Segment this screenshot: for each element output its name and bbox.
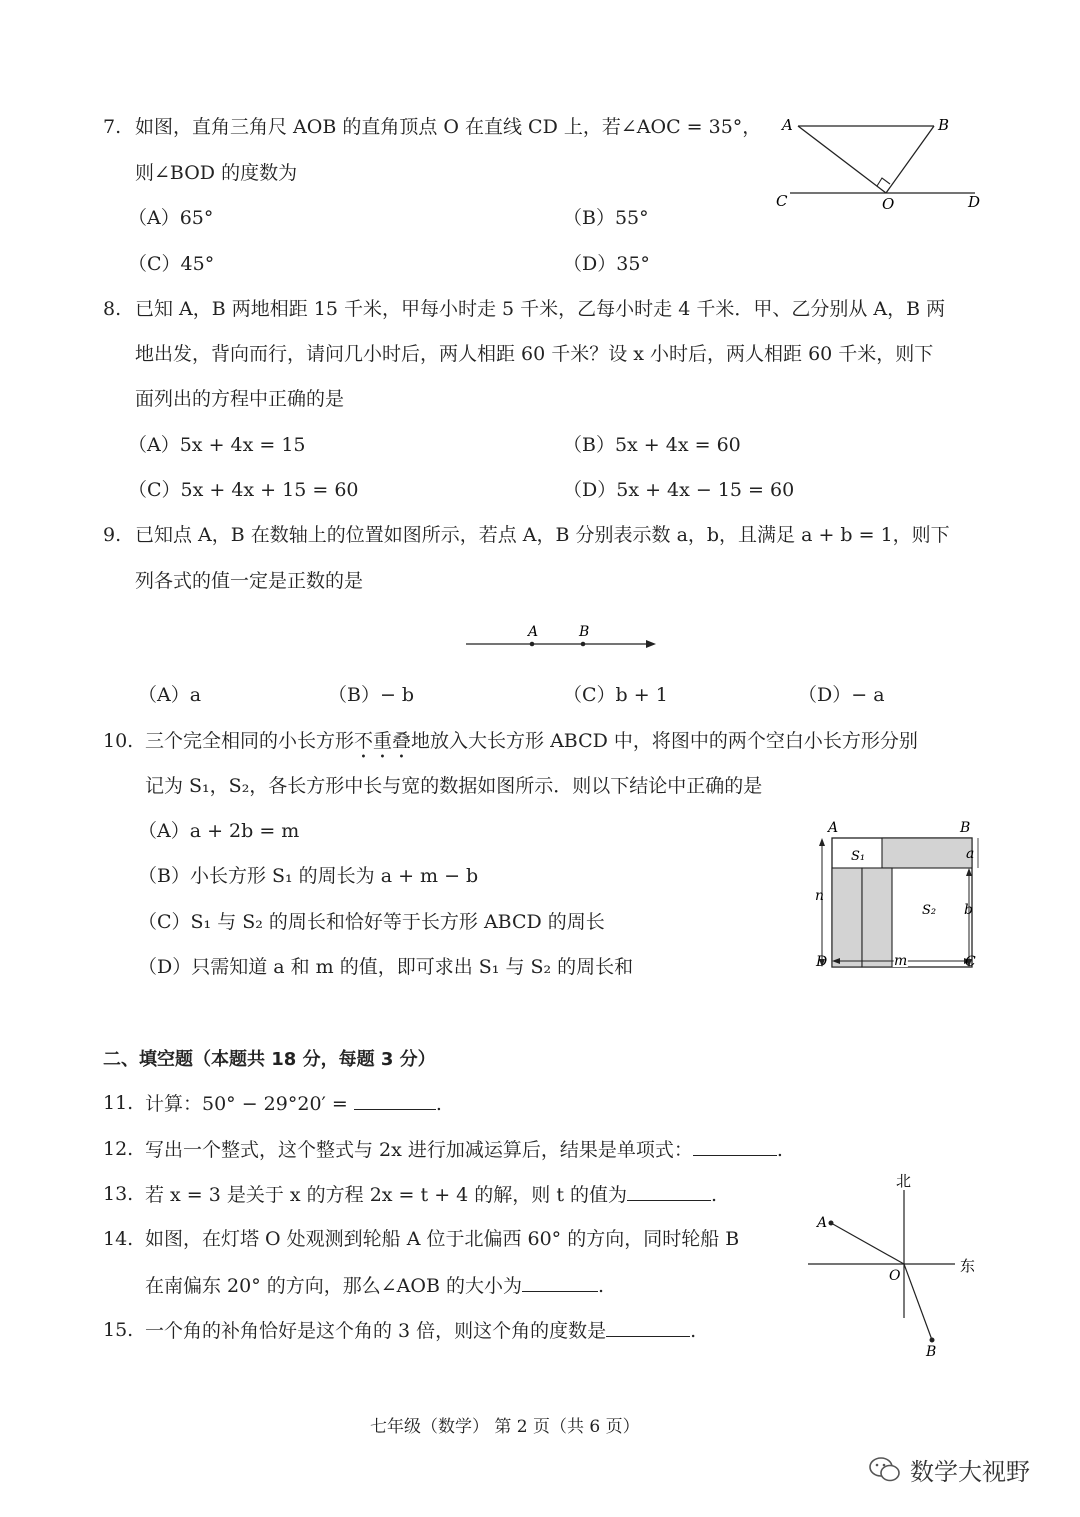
q7-number: 7.	[103, 116, 122, 138]
q9-option-c: （C）b + 1	[563, 684, 668, 706]
q14-line1: 如图，在灯塔 O 处观测到轮船 A 位于北偏西 60° 的方向，同时轮船 B	[145, 1228, 740, 1250]
q9-number-line	[460, 620, 670, 660]
q7-label-a: A	[782, 116, 793, 134]
q14-line2: 在南偏东 20° 的方向，那么∠AOB 的大小为	[145, 1275, 522, 1297]
q7-label-o: O	[882, 195, 895, 213]
q12-text: 写出一个整式，这个整式与 2x 进行加减运算后，结果是单项式：	[145, 1139, 693, 1161]
q10-line2: 记为 S₁，S₂，各长方形中长与宽的数据如图所示．则以下结论中正确的是	[145, 775, 763, 797]
q14-label-north: 北	[896, 1172, 912, 1190]
q15-answer-blank[interactable]	[606, 1318, 690, 1337]
watermark	[868, 1452, 1030, 1487]
q12-row	[145, 1137, 783, 1162]
q7-label-c: C	[776, 192, 788, 210]
q13-end: .	[711, 1184, 718, 1206]
q10-emphasis: 不重叠	[354, 730, 412, 752]
page-footer: 七年级（数学） 第 2 页（共 6 页）	[370, 1417, 640, 1437]
q13-answer-blank[interactable]	[627, 1182, 711, 1201]
q14-label-b: B	[926, 1344, 937, 1360]
q11-answer-blank[interactable]	[354, 1091, 436, 1110]
q9-line1: 已知点 A，B 在数轴上的位置如图所示，若点 A，B 分别表示数 a，b，且满足 a + b = 1，则下	[135, 524, 950, 546]
q8-option-c: （C）5x + 4x + 15 = 60	[128, 479, 359, 501]
q10-option-a: （A）a + 2b = m	[138, 820, 300, 842]
q7-option-b: （B）55°	[563, 207, 649, 229]
q13-text: 若 x = 3 是关于 x 的方程 2x = t + 4 的解，则 t 的值为	[145, 1184, 627, 1206]
q9-option-b: （B）− b	[328, 684, 415, 706]
q14-compass-figure	[800, 1168, 990, 1360]
q9-option-d: （D）− a	[798, 684, 885, 706]
q11-end: .	[435, 1093, 442, 1115]
q10-rectangle-figure	[808, 816, 984, 976]
q14-row2	[145, 1273, 604, 1298]
q10-label-a-dim: a	[966, 846, 975, 862]
q14-label-a: A	[817, 1215, 828, 1231]
q9-option-a: （A）a	[138, 684, 202, 706]
q10-label-b-dim: b	[964, 902, 973, 918]
q9-label-a: A	[528, 624, 539, 640]
q13-number: 13.	[103, 1183, 134, 1205]
q12-answer-blank[interactable]	[693, 1137, 777, 1156]
q10-number: 10.	[103, 730, 134, 752]
q10-label-m-dim: m	[894, 953, 908, 969]
q7-label-b: B	[938, 116, 950, 134]
q7-triangle-figure	[770, 110, 990, 220]
q15-end: .	[690, 1320, 697, 1342]
q14-answer-blank[interactable]	[522, 1273, 598, 1292]
q9-line2: 列各式的值一定是正数的是	[135, 570, 364, 592]
q8-option-b: （B）5x + 4x = 60	[563, 434, 741, 456]
q7-line1: 如图，直角三角尺 AOB 的直角顶点 O 在直线 CD 上，若∠AOC = 35°，	[135, 116, 762, 138]
q7-label-d: D	[968, 193, 981, 211]
q10-option-b: （B）小长方形 S₁ 的周长为 a + m − b	[138, 865, 479, 887]
q14-end: .	[597, 1275, 605, 1297]
q9-number: 9.	[103, 524, 122, 546]
q8-number: 8.	[103, 298, 122, 320]
q8-option-a: （A）5x + 4x = 15	[128, 434, 306, 456]
section-heading: 二、填空题（本题共 18 分，每题 3 分）	[103, 1049, 436, 1070]
q12-end: .	[776, 1139, 783, 1161]
q11-row	[145, 1091, 442, 1116]
q14-label-o: O	[889, 1268, 901, 1284]
q10-option-d: （D）只需知道 a 和 m 的值，即可求出 S₁ 与 S₂ 的周长和	[138, 956, 634, 978]
q10-label-n-dim: n	[815, 888, 825, 904]
q11-text: 计算：50° − 29°20′ =	[145, 1093, 348, 1115]
q7-option-c: （C）45°	[128, 253, 215, 275]
q11-number: 11.	[103, 1092, 134, 1114]
q10-line1-part3: 地放入大长方形 ABCD 中，将图中的两个空白小长方形分别	[411, 730, 918, 752]
q8-line2: 地出发，背向而行，请问几小时后，两人相距 60 千米？设 x 小时后，两人相距 60 千米，则下	[135, 343, 934, 365]
q10-line1	[145, 729, 918, 763]
q14-label-east: 东	[960, 1257, 976, 1275]
q10-option-c: （C）S₁ 与 S₂ 的周长和恰好等于长方形 ABCD 的周长	[138, 911, 605, 933]
watermark-text: 数学大视野	[910, 1458, 1030, 1486]
q10-label-c-corner: C	[965, 954, 976, 970]
q10-label-b-corner: B	[960, 820, 971, 836]
q15-row	[145, 1318, 696, 1343]
q10-label-s2: S₂	[922, 903, 937, 918]
q7-line2: 则∠BOD 的度数为	[135, 162, 298, 184]
q8-option-d: （D）5x + 4x − 15 = 60	[563, 479, 795, 501]
q10-line1-part1: 三个完全相同的小长方形	[145, 730, 355, 752]
q9-label-b: B	[579, 624, 590, 640]
q10-label-a-corner: A	[828, 820, 839, 836]
q8-line3: 面列出的方程中正确的是	[135, 388, 345, 410]
q7-option-d: （D）35°	[563, 253, 650, 275]
wechat-icon	[868, 1455, 902, 1485]
q8-line1: 已知 A，B 两地相距 15 千米，甲每小时走 5 千米，乙每小时走 4 千米．甲、乙分别从 A，B 两	[135, 298, 946, 320]
q10-label-d-corner: D	[816, 954, 828, 970]
q10-label-s1: S₁	[851, 849, 866, 864]
q12-number: 12.	[103, 1138, 134, 1160]
q15-number: 15.	[103, 1319, 134, 1341]
q13-row	[145, 1182, 717, 1207]
q14-number: 14.	[103, 1228, 134, 1250]
q15-text: 一个角的补角恰好是这个角的 3 倍，则这个角的度数是	[145, 1320, 607, 1342]
q7-option-a: （A）65°	[128, 207, 214, 229]
